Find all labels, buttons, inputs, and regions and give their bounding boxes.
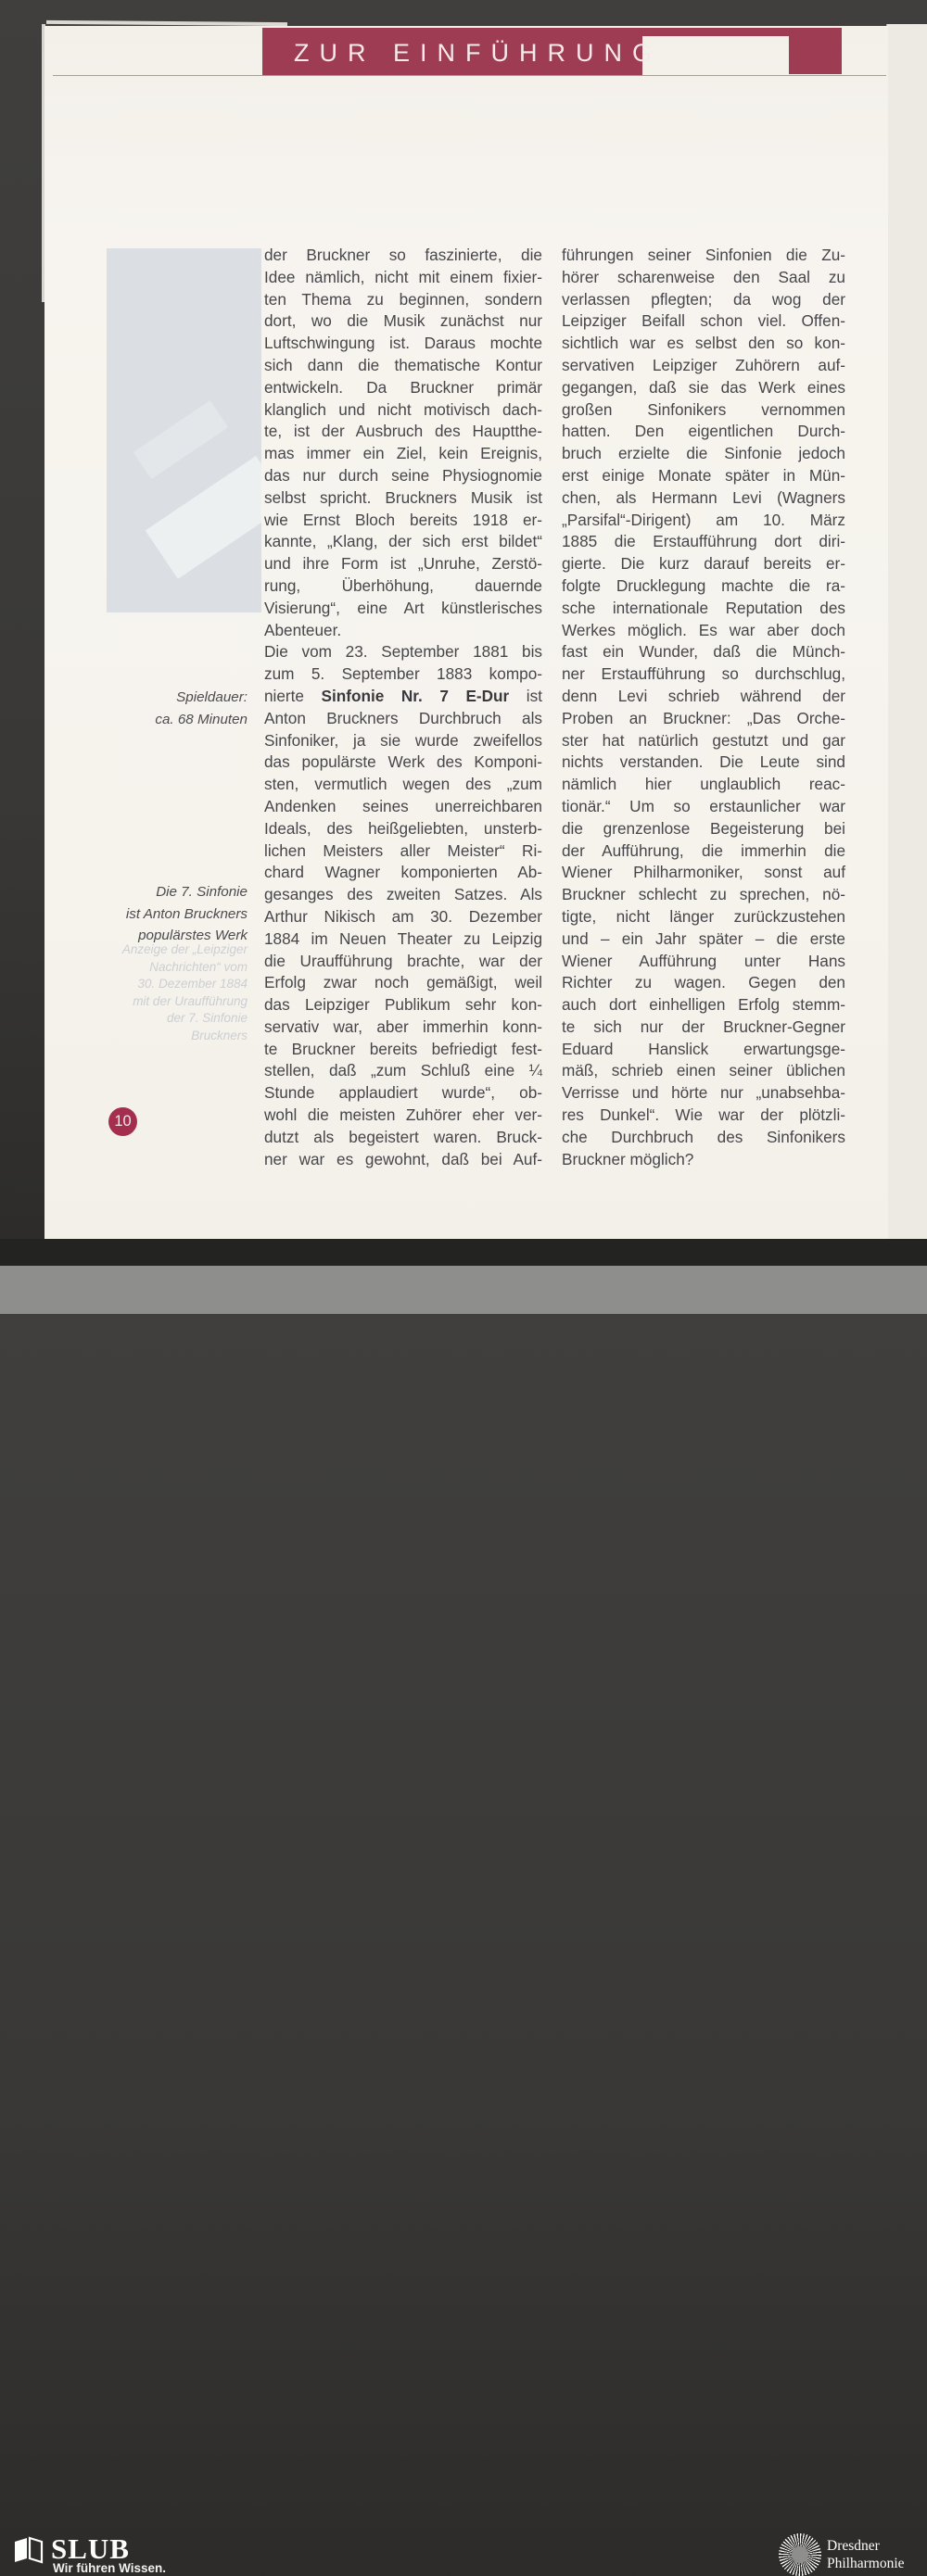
text-line: das Leipziger Publikum sehr kon- <box>264 995 542 1015</box>
text-line: Stunde applaudiert wurde“, ob- <box>264 1083 542 1103</box>
text-line: nämlich hier unglaublich reac- <box>562 775 845 794</box>
text-line: sichtlich war es selbst den so kon- <box>562 334 845 353</box>
text-line: 1885 die Erstaufführung dort diri- <box>562 532 845 551</box>
text-line: und – ein Jahr später – die erste <box>562 928 845 948</box>
margin-note-popularity <box>95 881 248 947</box>
text-line: che Durchbruch des Sinfonikers <box>562 1127 845 1146</box>
text-line: gesanges des zweiten Satzes. Als <box>264 885 542 904</box>
text-line: ten Thema zu beginnen, sondern <box>264 289 542 309</box>
text-line: verlassen pflegten; da wog der <box>562 289 845 309</box>
text-line: wohl die meisten Zuhörer eher ver- <box>264 1105 542 1125</box>
text-line: der Bruckner so faszinierte, die <box>264 246 542 264</box>
text-line: Leipziger Beifall schon viel. Offen- <box>562 311 845 331</box>
text-line: zum 5. September 1883 kompo- <box>264 664 542 684</box>
text-line: hatten. Den eigentlichen Durch- <box>562 422 845 441</box>
philharmonie-line2: Philharmonie <box>827 2556 905 2571</box>
text-line: die grenzenlose Begeisterung bei <box>562 818 845 838</box>
text-line: das populärste Werk des Komponi- <box>264 752 542 772</box>
text-line: auch dort einhelligen Erfolg stemm- <box>562 995 845 1015</box>
text-line: Bruckners <box>191 1028 248 1042</box>
text-line: gierte. Die kurz darauf bereits er- <box>562 554 845 574</box>
text-line: „Parsifal“-Dirigent) am 10. März <box>562 510 845 529</box>
text-line: sten, vermutlich wegen des „zum <box>264 775 542 794</box>
text-line: Idee nämlich, nicht mit einem fixier- <box>264 267 542 286</box>
text-line: mit der Uraufführung <box>133 993 248 1008</box>
header-rule <box>53 75 886 76</box>
text-line: der Aufführung, die immerhin die <box>562 840 845 860</box>
text-line: Bruckner schlecht zu sprechen, nö- <box>562 885 845 904</box>
text-line: servativ war, aber immerhin konn- <box>264 1017 542 1036</box>
text-line: dutzt als begeistert waren. Bruck- <box>264 1127 542 1146</box>
text-line: populärstes Werk <box>138 928 248 943</box>
philharmonie-sunburst-icon <box>779 2533 821 2576</box>
text-line: Nachrichten“ vom <box>149 959 248 974</box>
text-line: te sich nur der Bruckner-Gegner <box>562 1017 845 1036</box>
text-line: erst einige Monate später in Mün- <box>562 465 845 485</box>
text-line: Bruckner möglich? <box>562 1149 694 1168</box>
text-line: ner war es gewohnt, daß bei Auf- <box>264 1149 542 1168</box>
text-line: tigte, nicht länger zurückzustehen <box>562 906 845 926</box>
text-line: Anzeige der „Leipziger <box>121 942 248 956</box>
text-line: 30. Dezember 1884 <box>137 977 248 991</box>
text-line: nierte Sinfonie Nr. 7 E-Dur ist <box>264 686 542 705</box>
text-line: Die 7. Sinfonie <box>156 884 248 900</box>
slub-book-icon <box>13 2536 44 2569</box>
text-line: chard Wagner komponierten Ab- <box>264 863 542 882</box>
philharmonie-line1: Dresdner <box>827 2538 880 2554</box>
text-line: großen Sinfonikers vernommen <box>562 399 845 419</box>
text-line: ner Erstaufführung so durchschlug, <box>562 664 845 684</box>
text-line: 1884 im Neuen Theater zu Leipzig <box>264 928 542 948</box>
text-line: dort, wo die Musik zunächst nur <box>264 311 542 331</box>
text-column-right <box>562 245 845 1170</box>
text-line: gegangen, daß sie das Werk eines <box>562 377 845 397</box>
text-line: res Dunkel“. Wie war der plötzli- <box>562 1105 845 1125</box>
text-line: servativen Leipziger Zuhörern auf- <box>562 355 845 374</box>
text-line: Andenken seines unerreichbaren <box>264 796 542 815</box>
text-line: folgte Drucklegung machte die ra- <box>562 575 845 595</box>
text-line: Die vom 23. September 1881 bis <box>264 642 542 662</box>
text-line: mas immer ein Ziel, kein Ereignis, <box>264 444 542 463</box>
text-line: te, ist der Ausbruch des Hauptthe- <box>264 422 542 441</box>
text-line: Verrisse und hörte nur „unabsehba- <box>562 1083 845 1103</box>
text-line: sich dann die thematische Kontur <box>264 355 542 374</box>
text-line: lichen Meisters aller Meister“ Ri- <box>264 840 542 860</box>
text-line: sche internationale Reputation des <box>562 598 845 617</box>
text-line: Eduard Hanslick erwartungsge- <box>562 1039 845 1058</box>
page-section-title: ZUR EINFÜHRUNG <box>294 39 662 67</box>
text-line: Wiener Aufführung unter Hans <box>562 951 845 970</box>
text-line: Visierung“, eine Art künstlerisches <box>264 598 542 617</box>
header-bar <box>262 32 662 75</box>
text-line: Proben an Bruckner: „Das Orche- <box>562 708 845 727</box>
footer-bar <box>0 1266 927 2575</box>
header-right-block <box>789 32 842 74</box>
bleedthrough-shape <box>133 400 229 479</box>
text-line: fast ein Wunder, daß die Münch- <box>562 642 845 662</box>
text-line: bruch erzielte die Sinfonie jedoch <box>562 444 845 463</box>
text-line: das nur durch seine Physiognomie <box>264 465 542 485</box>
bleedthrough-image <box>107 248 261 612</box>
text-line: und ihre Form ist „Unruhe, Zerstö- <box>264 554 542 574</box>
text-line: die Uraufführung brachte, war der <box>264 951 542 970</box>
text-line: nichts verstanden. Die Leute sind <box>562 752 845 772</box>
bleedthrough-margin-note <box>88 941 248 1044</box>
text-line: tionär.“ Um so erstaunlicher war <box>562 796 845 815</box>
text-line: Luftschwingung ist. Daraus mochte <box>264 334 542 353</box>
text-line: te Bruckner bereits befriedigt fest- <box>264 1039 542 1058</box>
text-line: chen, als Hermann Levi (Wagners <box>562 487 845 507</box>
text-line: mäß, schrieb einen seiner üblichen <box>562 1061 845 1080</box>
margin-note-duration <box>95 687 248 730</box>
text-line: Richter zu wagen. Gegen den <box>562 973 845 992</box>
text-line: ist Anton Bruckners <box>125 905 248 922</box>
philharmonie-wordmark <box>827 2537 905 2572</box>
text-line: Sinfoniker, ja sie wurde zweifellos <box>264 730 542 750</box>
text-line: Wiener Philharmoniker, sonst auf <box>562 863 845 882</box>
text-line: Ideals, des heißgeliebten, unsterb- <box>264 818 542 838</box>
text-line: ca. 68 Minuten <box>155 711 248 727</box>
text-line: rung, Überhöhung, dauernde <box>264 575 542 595</box>
text-line: denn Levi schrieb während der <box>562 686 845 705</box>
text-line: stellen, daß „zum Schluß eine ¼ <box>264 1061 542 1080</box>
text-line: der 7. Sinfonie <box>166 1011 248 1025</box>
text-line: klanglich und nicht motivisch dach- <box>264 399 542 419</box>
text-line: ster hat natürlich gestutzt und gar <box>562 730 845 750</box>
text-line: führungen seiner Sinfonien die Zu- <box>562 246 845 264</box>
underlying-page-edge <box>886 24 927 1247</box>
bleedthrough-shape <box>145 457 261 579</box>
text-line: Abenteuer. <box>264 620 342 639</box>
text-line: selbst spricht. Bruckners Musik ist <box>264 487 542 507</box>
text-line: Erfolg zwar noch gemäßigt, weil <box>264 973 542 992</box>
text-line: kannte, „Klang, der sich erst bildet“ <box>264 532 542 551</box>
text-line: entwickeln. Da Bruckner primär <box>264 377 542 397</box>
page-number-badge <box>108 1107 137 1136</box>
slub-tagline: Wir führen Wissen. <box>53 2561 167 2575</box>
page-number: 10 <box>114 1113 132 1130</box>
scan-background-band <box>0 1239 927 1267</box>
text-line: Werkes möglich. Es war aber doch <box>562 620 845 639</box>
text-line: hörer scharenweise den Saal zu <box>562 267 845 286</box>
text-line: Arthur Nikisch am 30. Dezember <box>264 906 542 926</box>
text-line: Spieldauer: <box>176 689 248 705</box>
text-line: Anton Bruckners Durchbruch als <box>264 708 542 727</box>
text-line: wie Ernst Bloch bereits 1918 er- <box>264 510 542 529</box>
text-column-left <box>264 245 542 1170</box>
slub-wordmark: SLUB <box>51 2532 130 2565</box>
